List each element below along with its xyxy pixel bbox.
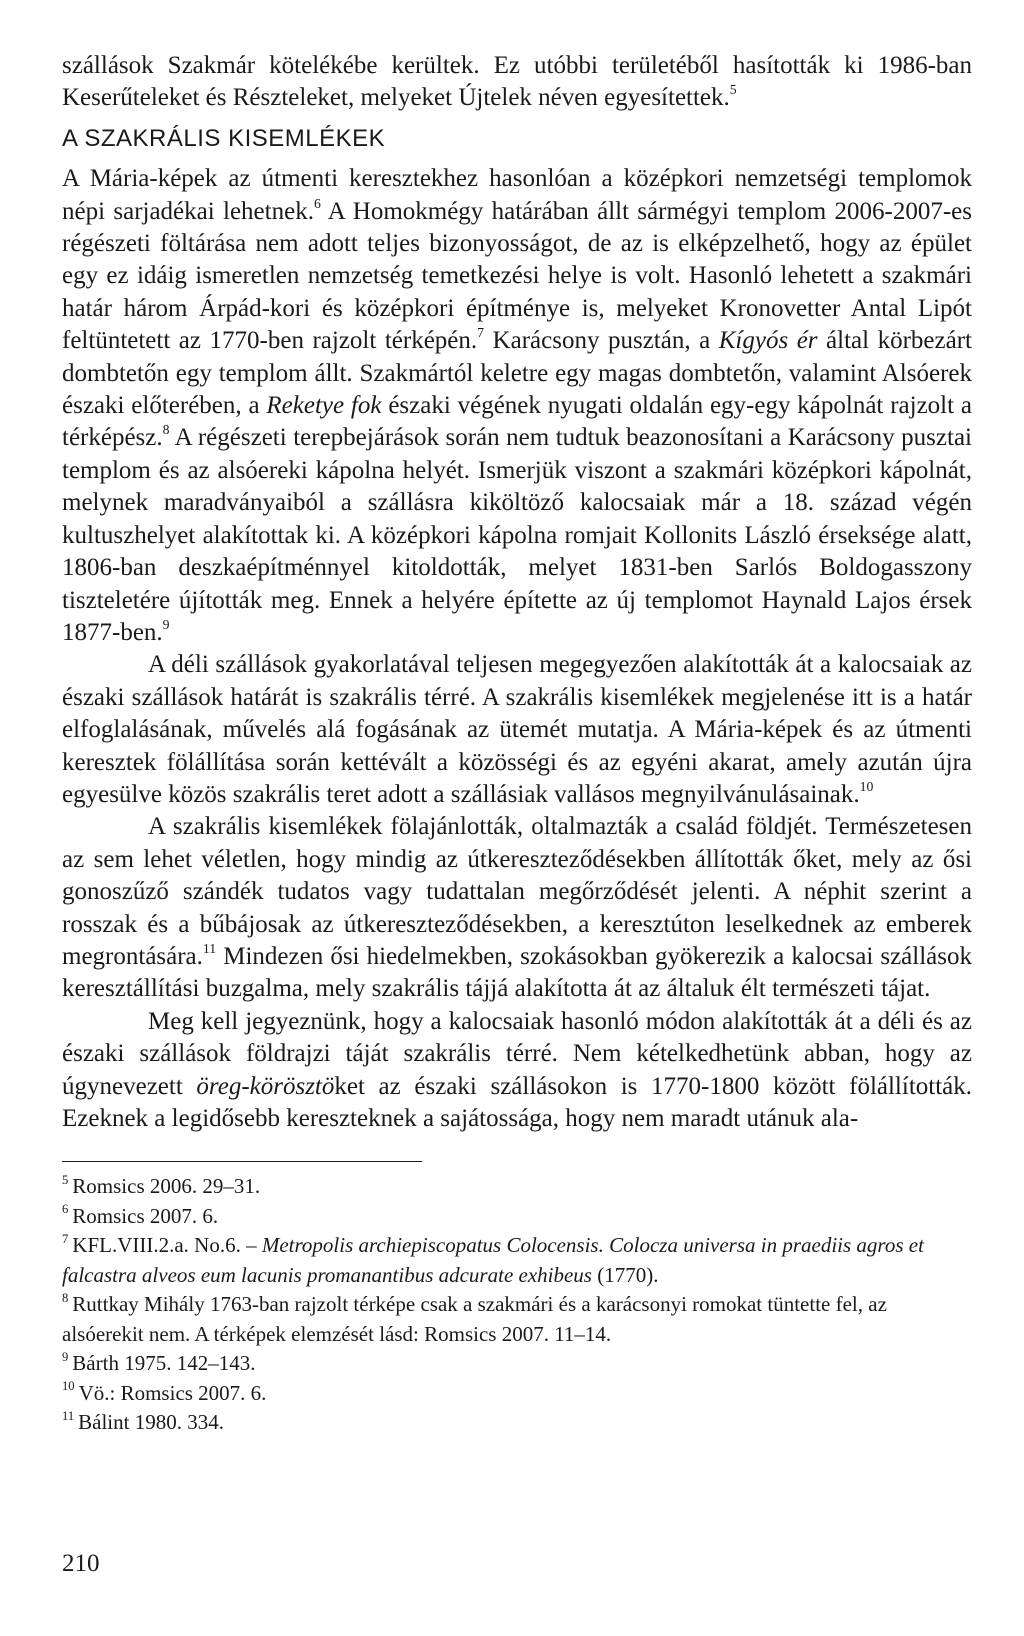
text-run: A régészeti terepbejárások során nem tudtuk beazonosítani a Karácsony pusztai templom és az alsóereki kápolna helyét. Ismerjük viszont a szakmári középkori kápolnát, melynek maradványaiból a szállásra kiköltöző kalocsaiak már a 18. század végén kultuszhelyet alakítottak ki. A középkori kápolna romjait Kollonits László érseksége alatt, 1806-ban deszkaépítménnyel kitoldották, melyet 1831-ben Sarlós Boldogasszony tiszteletére újították meg. Ennek a helyére építette az új templomot Haynald Lajos érsek 1877-ben. xyxy=(62,424,972,646)
body-paragraph xyxy=(62,649,972,811)
text-run: Bárth 1975. 142–143. xyxy=(72,1351,256,1376)
italic-text: Kígyós ér xyxy=(718,327,818,355)
footnote xyxy=(62,1379,972,1409)
section-heading: A SZAKRÁLIS KISEMLÉKEK xyxy=(62,124,386,152)
footnote-number: 8 xyxy=(62,1290,69,1305)
footnote-number: 10 xyxy=(62,1379,75,1394)
text-run: A Homokmégy határában állt sármégyi templom 2006-2007-es régészeti föltárása nem adott teljes bizonyosságot, de az is elképzelhető, hogy az épület egy ez idáig ismeretlen nemzetség temetkezési helye is volt. Hasonló lehetett a szakmári határ három Árpád-kori és középkori építménye is, melyeket Kronovetter Antal Lipót feltüntetett az 1770-ben rajzolt térképén. xyxy=(62,197,972,355)
footnote-number: 9 xyxy=(62,1349,69,1364)
text-run: (1770). xyxy=(591,1262,659,1287)
main-text xyxy=(62,50,972,1135)
text-run: Mindezen ősi hiedelmekben, szokásokban gyökerezik a kalocsai szállások keresztállítási buzgalma, mely szakrális tájjá alakította át az általuk élt természeti tájat. xyxy=(62,942,972,1003)
text-run: Romsics 2006. 29–31. xyxy=(72,1174,261,1199)
footnote xyxy=(62,1290,972,1349)
footnotes xyxy=(62,1172,972,1438)
body-paragraph xyxy=(62,1006,972,1136)
text-run: északi végének nyugati oldalán egy-egy kápolnát rajzolt a térképész. xyxy=(62,392,972,452)
italic-text: öreg-körösztö xyxy=(196,1072,335,1100)
footnote-divider xyxy=(62,1161,422,1162)
footnote xyxy=(62,1408,972,1438)
footnote-ref: 6 xyxy=(313,195,321,211)
footnote-number: 5 xyxy=(62,1172,69,1187)
text-run: Ruttkay Mihály 1763-ban rajzolt térképe csak a szakmári és a karácsonyi romokat tüntette fel, az alsóerekit nem. A térképek elemzését lásd: Romsics 2007. 11–14. xyxy=(62,1292,887,1346)
text-run: KFL.VIII.2.a. No.6. – xyxy=(72,1233,262,1258)
text-run: Bálint 1980. 334. xyxy=(78,1410,224,1435)
italic-text: Metropolis archiepiscopatus Colocensis. Colocza universa in praediis agros et falcastra alveos eum lacunis promanantibus adcurate exhibeus xyxy=(62,1233,924,1287)
text-run: ket az északi szállásokon is 1770-1800 között fölállították. Ezeknek a legidősebb kereszteknek a sajátossága, hogy nem maradt utánuk ala- xyxy=(62,1072,973,1132)
page-number: 210 xyxy=(62,1550,100,1577)
text-run: Vö.: Romsics 2007. 6. xyxy=(78,1380,267,1405)
body-paragraph xyxy=(62,811,972,1005)
footnote xyxy=(62,1231,972,1290)
footnote xyxy=(62,1172,972,1202)
footnote-ref: 8 xyxy=(162,422,170,438)
footnote-ref: 7 xyxy=(477,325,485,341)
footnote-ref: 5 xyxy=(729,82,737,98)
body-paragraph xyxy=(62,163,972,649)
text-run: szállások Szakmár kötelékébe kerültek. Ez utóbbi területéből hasították ki 1986-ban Keserűteleket és Részteleket, melyeket Újtelek néven egyesítettek. xyxy=(62,52,972,112)
text-run: Meg kell jegyeznünk, hogy a kalocsaiak hasonló módon alakították át a déli és az északi szállások földrajzi táját szakrális térré. Nem kételkedhetünk abban, hogy az úgynevezett xyxy=(62,1007,972,1100)
footnote-ref: 10 xyxy=(859,778,874,794)
footnote xyxy=(62,1202,972,1232)
text-run: A Mária-képek az útmenti keresztekhez hasonlóan a középkori nemzetségi templomok népi sarjadékai lehetnek. xyxy=(62,165,972,225)
footnote-number: 11 xyxy=(62,1408,75,1423)
text-run: Romsics 2007. 6. xyxy=(72,1203,219,1228)
footnote xyxy=(62,1349,972,1379)
italic-text: Reketye fok xyxy=(266,392,382,420)
text-run: A déli szállások gyakorlatával teljesen megegyezően alakították át a kalocsaiak az északi szállások határát is szakrális térré. A szakrális kisemlékek megjelenése itt is a határ elfoglalásának, művelés alá fogásának az ütemét mutatja. A Mária-képek és az útmenti keresztek fölállítása során kettévált a közösségi és az egyéni akarat, amely azután újra egyesülve közös szakrális teret adott a szállásiak vallásos megnyilvánulásainak. xyxy=(62,651,972,808)
text-run: A szakrális kisemlékek fölajánlották, oltalmazták a család földjét. Természetesen az sem lehet véletlen, hogy mindig az útkereszteződésekben állították őket, mely az ősi gonoszűző szándék tudatos vagy tudattalan megőrződését jelenti. A néphit szerint a rosszak és a bűbájosak az útkereszteződésekben, a keresztúton leselkednek az emberek megrontására. xyxy=(62,813,972,970)
paragraph-list xyxy=(62,163,972,1135)
footnote-ref: 9 xyxy=(162,616,170,632)
footnote-number: 6 xyxy=(62,1202,69,1217)
page-body xyxy=(62,50,972,1438)
text-run: által körbezárt dombtetőn egy templom állt. Szakmártól keletre egy magas dombtetőn, valamint Alsóerek északi előterében, a xyxy=(62,327,972,420)
footnote-ref: 11 xyxy=(202,940,217,956)
text-run: Karácsony pusztán, a xyxy=(484,327,719,355)
footnote-number: 7 xyxy=(62,1231,69,1246)
intro-paragraph xyxy=(62,50,972,115)
